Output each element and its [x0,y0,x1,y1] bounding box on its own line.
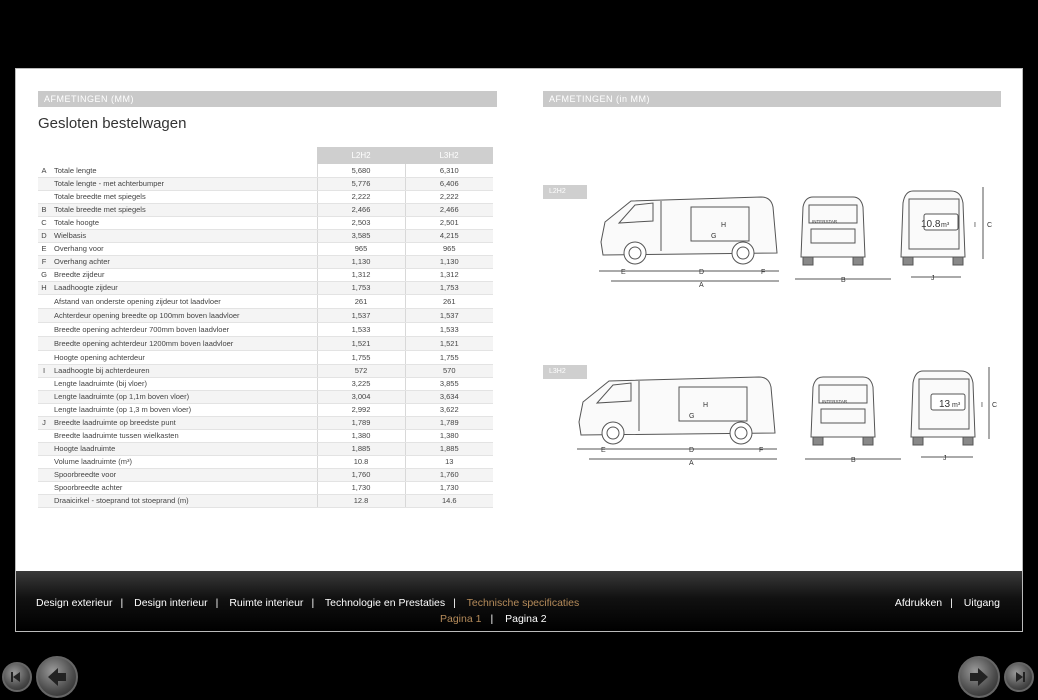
table-row [38,177,493,190]
table-row [38,416,493,429]
table-cell-key [38,494,50,507]
table-cell-v1: 1,312 [317,268,405,281]
page-nav [440,613,547,625]
van-tag-l3h2: L3H2 [543,365,587,379]
table-cell-label: Volume laadruimte (m³) [50,455,317,468]
table-row [38,403,493,416]
volume-label: 10.8 [921,219,941,230]
dim-d: D [689,447,695,454]
arrow-left-icon [46,667,68,687]
table-cell-label: Spoorbreedte voor [50,468,317,481]
nav-separator: | [490,613,494,625]
nav-separator: | [311,597,315,609]
column-header: L3H2 [405,147,493,164]
table-cell-label: Totale lengte - met achterbumper [50,177,317,190]
table-row [38,242,493,255]
table-row [38,390,493,403]
van-front-outline [801,197,865,257]
dim-h: H [721,222,727,229]
table-cell-label: Spoorbreedte achter [50,481,317,494]
volume-unit: m³ [941,222,950,229]
table-cell-v2: 570 [405,364,493,377]
table-row [38,364,493,377]
table-cell-label: Lengte laadruimte (op 1,1m boven vloer) [50,390,317,403]
table-cell-label: Totale lengte [50,164,317,177]
dim-j: J [943,455,947,462]
table-cell-v2: 1,537 [405,308,493,322]
first-page-icon [10,670,24,684]
table-cell-key [38,429,50,442]
table-cell-v1: 5,680 [317,164,405,177]
table-cell-v2: 4,215 [405,229,493,242]
table-cell-key: E [38,242,50,255]
table-cell-v2: 1,753 [405,281,493,294]
arrow-right-icon [968,667,990,687]
table-row [38,308,493,322]
dim-h: H [703,402,709,409]
table-cell-v1: 2,466 [317,203,405,216]
table-cell-label: Hoogte laadruimte [50,442,317,455]
van-tag-l2h2: L2H2 [543,185,587,199]
van-front-outline [811,377,875,437]
table-row [38,455,493,468]
nav-separator: | [453,597,456,609]
table-cell-v1: 1,885 [317,442,405,455]
table-row [38,468,493,481]
table-cell-v2: 2,501 [405,216,493,229]
dimensions-header-right: AFMETINGEN (in MM) [543,91,1001,107]
table-cell-key [38,390,50,403]
dim-b: B [851,457,856,464]
table-cell-v1: 10.8 [317,455,405,468]
table-cell-v2: 2,466 [405,203,493,216]
table-cell-v2: 3,855 [405,377,493,390]
table-cell-key [38,377,50,390]
table-cell-key [38,336,50,350]
table-cell-label: Totale breedte met spiegels [50,203,317,216]
table-cell-v1: 3,225 [317,377,405,390]
table-cell-key [38,294,50,308]
table-row [38,494,493,507]
table-cell-v1: 2,503 [317,216,405,229]
next-page-button[interactable] [958,656,1000,698]
nav-design-interieur[interactable]: Design interieur [134,597,208,609]
table-cell-label: Overhang voor [50,242,317,255]
table-cell-v1: 2,222 [317,190,405,203]
table-cell-v2: 6,310 [405,164,493,177]
table-cell-key: G [38,268,50,281]
table-cell-label: Laadhoogte bij achterdeuren [50,364,317,377]
dim-a: A [699,282,704,289]
table-cell-label: Breedte laadruimte op breedste punt [50,416,317,429]
table-cell-label: Totale breedte met spiegels [50,190,317,203]
table-cell-label: Hoogte opening achterdeur [50,350,317,364]
table-cell-v2: 3,622 [405,403,493,416]
table-cell-label: Lengte laadruimte (bij vloer) [50,377,317,390]
table-cell-v2: 1,885 [405,442,493,455]
table-row [38,203,493,216]
table-cell-label: Achterdeur opening breedte op 100mm boven laadvloer [50,308,317,322]
table-cell-v2: 14.6 [405,494,493,507]
previous-page-button[interactable] [36,656,78,698]
dim-e: E [601,447,606,454]
dim-i: I [981,402,983,409]
last-page-button[interactable] [1004,662,1034,692]
brand-label: INTERSTAR [812,219,838,224]
nav-separator: | [120,597,124,609]
van-diagram-l3h2 [569,357,996,469]
column-header: L2H2 [317,147,405,164]
table-cell-key [38,308,50,322]
bottom-nav [16,571,1022,631]
dim-g: G [689,413,695,420]
table-row [38,281,493,294]
table-cell-label: Breedte opening achterdeur 700mm boven laadvloer [50,322,317,336]
table-cell-v2: 2,222 [405,190,493,203]
table-cell-label: Breedte zijdeur [50,268,317,281]
spec-table [38,147,493,508]
table-row [38,190,493,203]
table-cell-key [38,177,50,190]
nav-pagina-1[interactable]: Pagina 1 [440,613,482,625]
table-cell-v2: 1,380 [405,429,493,442]
main-nav [36,597,579,609]
dim-g: G [711,233,717,240]
table-cell-v2: 1,755 [405,350,493,364]
table-cell-label: Afstand van onderste opening zijdeur tot laadvloer [50,294,317,308]
dimensions-header-left: AFMETINGEN (MM) [38,91,497,107]
table-cell-v1: 1,380 [317,429,405,442]
table-row [38,164,493,177]
table-row [38,350,493,364]
table-cell-v1: 1,755 [317,350,405,364]
table-cell-v2: 965 [405,242,493,255]
table-cell-v1: 572 [317,364,405,377]
van-diagram-l2h2 [591,177,996,289]
table-cell-key [38,455,50,468]
table-cell-key [38,190,50,203]
print-link[interactable]: Afdrukken [894,597,943,609]
table-cell-key [38,403,50,416]
table-cell-v2: 1,730 [405,481,493,494]
nav-technologie[interactable]: Technologie en Prestaties [324,597,446,609]
table-cell-key: J [38,416,50,429]
dim-d: D [699,269,705,276]
table-cell-label: Breedte laadruimte tussen wielkasten [50,429,317,442]
table-cell-v1: 1,130 [317,255,405,268]
table-row [38,294,493,308]
table-cell-v1: 1,533 [317,322,405,336]
table-row [38,268,493,281]
table-cell-label: Laadhoogte zijdeur [50,281,317,294]
nav-separator: | [950,597,953,609]
table-cell-v2: 261 [405,294,493,308]
table-row [38,255,493,268]
first-page-button[interactable] [2,662,32,692]
table-cell-v1: 1,537 [317,308,405,322]
table-cell-key [38,468,50,481]
table-cell-v2: 1,789 [405,416,493,429]
table-cell-v1: 1,730 [317,481,405,494]
table-cell-label: Totale hoogte [50,216,317,229]
table-cell-v2: 1,130 [405,255,493,268]
volume-label: 13 [939,399,951,410]
dim-j: J [931,275,935,282]
table-cell-v2: 1,533 [405,322,493,336]
table-cell-v1: 12.8 [317,494,405,507]
table-cell-label: Draaicirkel - stoeprand tot stoeprand (m) [50,494,317,507]
table-cell-v1: 965 [317,242,405,255]
nav-pagina-2[interactable]: Pagina 2 [505,613,547,625]
dim-e: E [621,269,626,276]
table-cell-v1: 3,004 [317,390,405,403]
table-cell-v1: 1,789 [317,416,405,429]
table-cell-v1: 2,992 [317,403,405,416]
table-cell-key: F [38,255,50,268]
table-cell-key: A [38,164,50,177]
table-cell-v1: 1,521 [317,336,405,350]
dim-a: A [689,460,694,467]
volume-unit: m³ [952,402,961,409]
table-cell-key [38,481,50,494]
nav-separator: | [215,597,219,609]
table-row [38,442,493,455]
table-cell-v1: 1,753 [317,281,405,294]
utility-nav [895,597,1000,609]
nav-design-exterieur[interactable]: Design exterieur [36,597,113,609]
table-row [38,216,493,229]
dim-i: I [974,222,976,229]
table-cell-v2: 6,406 [405,177,493,190]
table-cell-key: H [38,281,50,294]
table-cell-v2: 1,760 [405,468,493,481]
table-cell-key [38,350,50,364]
table-cell-label: Wielbasis [50,229,317,242]
table-cell-v1: 3,585 [317,229,405,242]
last-page-icon [1012,670,1026,684]
table-row [38,229,493,242]
exit-link[interactable]: Uitgang [963,597,1000,609]
table-cell-v2: 1,521 [405,336,493,350]
table-cell-key: C [38,216,50,229]
table-cell-v2: 1,312 [405,268,493,281]
table-cell-v1: 5,776 [317,177,405,190]
table-cell-label: Breedte opening achterdeur 1200mm boven laadvloer [50,336,317,350]
brand-label: INTERSTAR [822,399,848,404]
table-cell-label: Lengte laadruimte (op 1,3 m boven vloer) [50,403,317,416]
dim-b: B [841,277,846,284]
nav-technische-specificaties[interactable]: Technische specificaties [466,597,580,609]
dim-c: C [987,222,993,229]
table-row [38,336,493,350]
table-cell-label: Overhang achter [50,255,317,268]
table-cell-v2: 3,634 [405,390,493,403]
table-cell-key: I [38,364,50,377]
table-cell-key [38,442,50,455]
page-title: Gesloten bestelwagen [38,115,187,132]
table-cell-key: B [38,203,50,216]
table-cell-v1: 1,760 [317,468,405,481]
dim-f: F [759,447,764,454]
dim-c: C [992,402,998,409]
table-row [38,322,493,336]
table-cell-v2: 13 [405,455,493,468]
table-row [38,481,493,494]
nav-ruimte-interieur[interactable]: Ruimte interieur [229,597,304,609]
page-frame [15,68,1023,632]
table-cell-v1: 261 [317,294,405,308]
table-row [38,429,493,442]
table-cell-key: D [38,229,50,242]
table-row [38,377,493,390]
dim-f: F [761,269,766,276]
table-cell-key [38,322,50,336]
